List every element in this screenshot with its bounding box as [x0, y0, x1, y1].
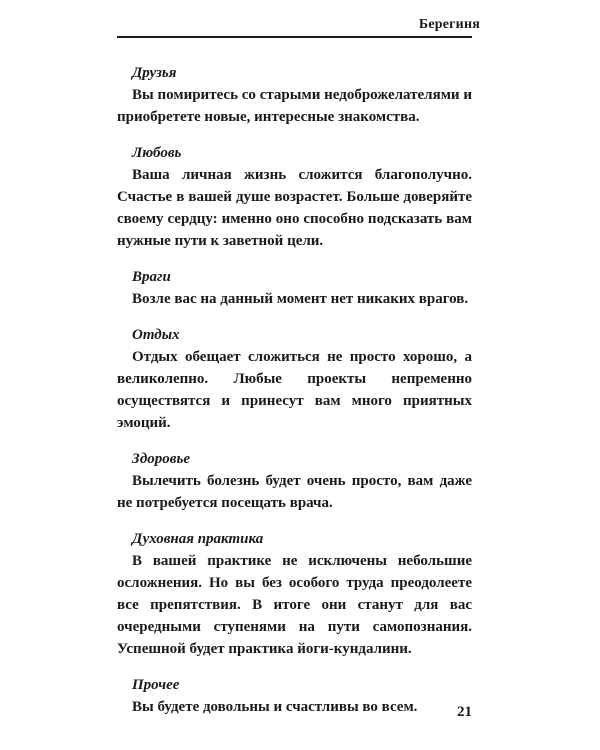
section-title: Прочее [132, 677, 180, 693]
section-body: Вы помиритесь со старыми недоброжелателями и приобретете новые, интересные знакомства. [117, 87, 472, 125]
section-love [117, 142, 472, 252]
section-enemies [117, 266, 472, 310]
section-title: Друзья [132, 65, 177, 81]
section-body: Ваша личная жизнь сложится благополучно. Счастье в вашей душе возрастет. Больше доверяйте своему сердцу: именно оно способно подсказать вам нужные пути к заветной цели. [117, 167, 472, 249]
page-number: 21 [457, 704, 472, 720]
section-friends [117, 62, 472, 128]
section-title: Враги [132, 269, 171, 285]
page-content [117, 62, 472, 718]
section-title: Любовь [132, 145, 182, 161]
section-title: Духовная практика [132, 531, 264, 547]
section-spiritual-practice [117, 528, 472, 660]
section-body: Возле вас на данный момент нет никаких врагов. [132, 291, 469, 307]
header-rule [117, 36, 472, 38]
section-body: Вылечить болезнь будет очень просто, вам даже не потребуется посещать врача. [117, 473, 472, 511]
running-header: Берегиня [418, 17, 480, 32]
section-body: Отдых обещает сложиться не просто хорошо, а великолепно. Любые проекты непременно осуществятся и принесут вам много приятных эмоций. [117, 349, 472, 431]
section-body: В вашей практике не исключены небольшие осложнения. Но вы без особого труда преодолеете все препятствия. В итоге они станут для вас очередными ступенями на пути самопознания. Успешной будет практика йоги-кундалини. [117, 553, 472, 657]
section-rest [117, 324, 472, 434]
section-other [117, 674, 472, 718]
section-title: Здоровье [132, 451, 190, 467]
section-health [117, 448, 472, 514]
section-body: Вы будете довольны и счастливы во всем. [132, 699, 418, 715]
section-title: Отдых [132, 327, 180, 343]
